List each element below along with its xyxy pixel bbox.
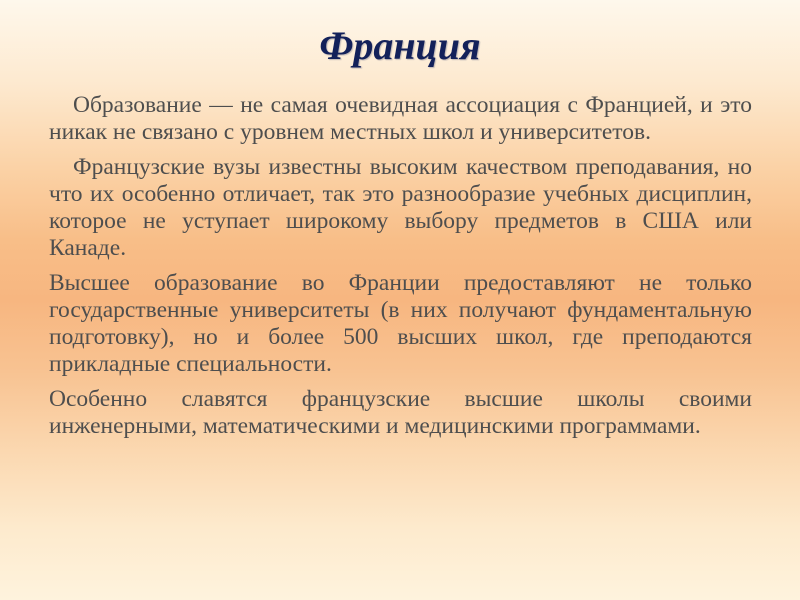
paragraph-engineering-schools: Особенно славятся французские высшие школы своими инженерными, математическими и медицинскими программами.: [49, 386, 752, 439]
paragraph-higher-education: Высшее образование во Франции предоставляют не только государственные университеты (в них получают фундаментальную подготовку), но и более 500 высших школ, где преподаются прикладные специальности.: [49, 270, 752, 377]
paragraph-universities: Французские вузы известны высоким качеством преподавания, но что их особенно отличает, так это разнообразие учебных дисциплин, которое не уступает широкому выбору предметов в США или Канаде.: [49, 154, 752, 261]
paragraph-intro: Образование — не самая очевидная ассоциация с Францией, и это никак не связано с уровнем местных школ и университетов.: [49, 92, 752, 145]
slide-body: [49, 92, 752, 448]
slide-title: Франция: [319, 23, 481, 68]
